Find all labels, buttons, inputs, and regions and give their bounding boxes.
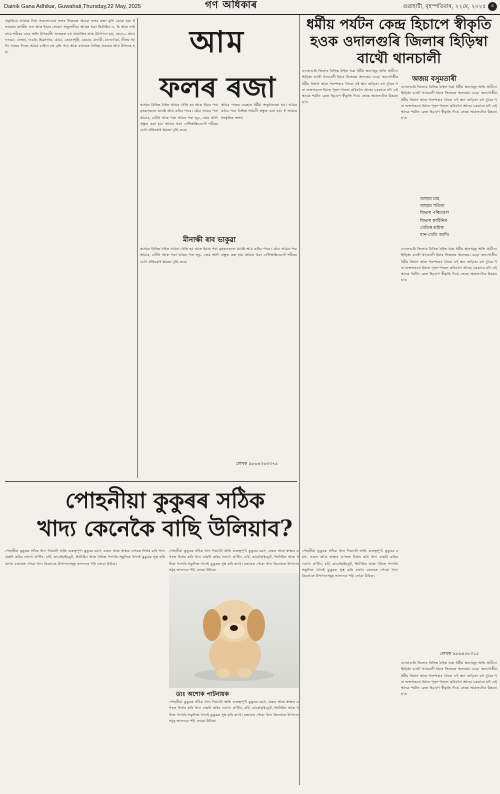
dog-photo [169,573,299,688]
tourism-title: ধৰ্মীয় পৰ্যটন কেন্দ্ৰ হিচাপে স্বীকৃতি হওক ওদালগুৰি জিলাৰ হিড়িম্বা বাথৌ থানচালী [306,17,492,67]
dog-body-col2: পোহনীয়া কুকুৰক সঠিক খাদ্য দিয়াটো অতি গুৰুত্বপূৰ্ণ। কুকুৰৰ বয়স, ওজন আৰু স্বাস্থ্যৰ ওপৰত নিৰ্ভৰ কৰি খাদ্য বাছনি কৰিব লাগে। প্ৰ'টিন, চৰ্বি, কাৰ্বোহাইড্ৰেট, ভিটামিন আৰু খনিজ পদাৰ্থৰ সন্তুলিত খাদ্যই কুকুৰক সুস্থ কৰি ৰাখে। বজাৰত পোৱা খাদ্য কিনোতে উপাদানসমূহ ভালদৰে পঢ়ি লোৱা উচিত। [169,700,299,723]
mango-body-col4: অসমৰ বিভিন্ন ঠাইত আমৰ খেতি হয় আৰু ইয়াৰ পৰা কৃষকসকলে যথেষ্ট আয় কৰিব পাৰে। কেঁচা আমৰ পৰা আচাৰ, চাটনি আৰু পকা আমৰ পৰা জুচ, জেম আদি প্ৰস্তুত কৰা হয়। আমত থকা এণ্টিঅক্সিডেণ্টে শৰীৰৰ ৰোগ প্ৰতিৰোধ ক্ষমতা বৃদ্ধি কৰে। [140,247,297,264]
mango-body-col2: অসমৰ বিভিন্ন ঠাইত আমৰ খেতি হয় আৰু ইয়াৰ পৰা কৃষকসকলে যথেষ্ট আয় কৰিব পাৰে। কেঁচা আমৰ পৰা আচাৰ, চাটনি আৰু পকা আমৰ পৰা জুচ, জেম আদি প্ৰস্তুত কৰা হয়। আমত থকা এণ্টিঅক্সিডেণ্টে শৰীৰৰ ৰোগ প্ৰতিৰোধ ক্ষমতা বৃদ্ধি কৰে। [140,103,218,133]
tourism-list-item: খেতিৰ শ্ৰমিক [420,225,444,231]
tourism-author: অজয় বসুমতাৰী [412,74,457,83]
dog-article-title [20,487,310,543]
section-divider [5,481,297,482]
masthead: গণ অধিকাৰ [205,0,258,11]
header-dateline-english: Dainik Gana Adhikar, Guwahati,Thursday,22 May, 2025 [4,4,141,10]
mango-title-line1: আম [189,25,246,60]
tourism-list [420,196,449,239]
tourism-end-mark: লেখক ৯৮৬৪৫৮৩১৫ [440,652,480,657]
tourism-body-col2: ওদালগুৰি জিলাৰ বিভিন্ন ঠাইত থকা ধৰ্মীয় স্থানসমূহ অতি প্ৰাচীন। হিড়িম্বা বাথৌ থানচালী ইয়াৰ ভিতৰত অন্যতম। বড়ো জনগোষ্ঠীৰ ধৰ্মীয় বিশ্বাস আৰু পৰম্পৰাৰ সৈতে এই স্থান জড়িত। বহু দূৰৈৰ পৰা ভক্তসকলে ইয়াত পূজা-পাতল কৰিবলৈ আহে। চৰকাৰে যদি এই স্থানক পৰ্যটন কেন্দ্ৰ হিচাপে স্বীকৃতি দিয়ে তেন্তে অঞ্চলটোৰ উন্নয়ন হ'ব। [401,85,497,121]
header-dateline-assamese: গুৱাহাটী, বৃহস্পতিবাৰ, ২২মে, ২০২৫ [402,4,486,10]
page-header [0,0,500,15]
tourism-list-item: বিভাৰ কাঠিনিৰ [420,218,448,224]
tourism-list-item: ধান-খেতি আদি। [420,233,450,239]
column-divider [299,15,300,785]
tourism-body-col3: ওদালগুৰি জিলাৰ বিভিন্ন ঠাইত থকা ধৰ্মীয় স্থানসমূহ অতি প্ৰাচীন। হিড়িম্বা বাথৌ থানচালী ইয়াৰ ভিতৰত অন্যতম। বড়ো জনগোষ্ঠীৰ ধৰ্মীয় বিশ্বাস আৰু পৰম্পৰাৰ সৈতে এই স্থান জড়িত। বহু দূৰৈৰ পৰা ভক্তসকলে ইয়াত পূজা-পাতল কৰিবলৈ আহে। চৰকাৰে যদি এই স্থানক পৰ্যটন কেন্দ্ৰ হিচাপে স্বীকৃতি দিয়ে তেন্তে অঞ্চলটোৰ উন্নয়ন হ'ব। [401,247,497,283]
dog-title-line1: পোহনীয়া কুকুৰৰ সঠিক [65,488,265,514]
dog-title-line2: খাদ্য কেনেকৈ বাছি উলিয়াব? [37,516,293,542]
tourism-list-item: আছাম শতিমা [420,204,445,210]
dog-body-col1: পোহনীয়া কুকুৰক সঠিক খাদ্য দিয়াটো অতি গুৰুত্বপূৰ্ণ। কুকুৰৰ বয়স, ওজন আৰু স্বাস্থ্যৰ ওপৰত নিৰ্ভৰ কৰি খাদ্য বাছনি কৰিব লাগে। প্ৰ'টিন, চৰ্বি, কাৰ্বোহাইড্ৰেট, ভিটামিন আৰু খনিজ পদাৰ্থৰ সন্তুলিত খাদ্যই কুকুৰক সুস্থ কৰি ৰাখে। বজাৰত পোৱা খাদ্য কিনোতে উপাদানসমূহ ভালদৰে পঢ়ি লোৱা উচিত। [5,549,165,566]
mango-end-mark: লেখক ৯৮৬৪০৬৩৩৭৫ [236,462,278,467]
mango-title-line2: ফলৰ ৰজা [159,71,276,104]
mango-author: মীনাক্ষী ৰাব ভাকুৱা [183,235,236,244]
puppy-illustration [169,573,299,688]
dog-body-col3: পোহনীয়া কুকুৰক সঠিক খাদ্য দিয়াটো অতি গুৰুত্বপূৰ্ণ। কুকুৰৰ বয়স, ওজন আৰু স্বাস্থ্যৰ ওপৰত নিৰ্ভৰ কৰি খাদ্য বাছনি কৰিব লাগে। প্ৰ'টিন, চৰ্বি, কাৰ্বোহাইড্ৰেট, ভিটামিন আৰু খনিজ পদাৰ্থৰ সন্তুলিত খাদ্যই কুকুৰক সুস্থ কৰি ৰাখে। বজাৰত পোৱা খাদ্য কিনোতে উপাদানসমূহ ভালদৰে পঢ়ি লোৱা উচিত। [302,549,398,579]
tourism-list-item: বিভাৰ পৰিমণ্ডল [420,211,449,217]
dog-author: ডাঃ অশোক পাটনায়ক [176,691,229,698]
tourism-body-col4: ওদালগুৰি জিলাৰ বিভিন্ন ঠাইত থকা ধৰ্মীয় স্থানসমূহ অতি প্ৰাচীন। হিড়িম্বা বাথৌ থানচালী ইয়াৰ ভিতৰত অন্যতম। বড়ো জনগোষ্ঠীৰ ধৰ্মীয় বিশ্বাস আৰু পৰম্পৰাৰ সৈতে এই স্থান জড়িত। বহু দূৰৈৰ পৰা ভক্তসকলে ইয়াত পূজা-পাতল কৰিবলৈ আহে। চৰকাৰে যদি এই স্থানক পৰ্যটন কেন্দ্ৰ হিচাপে স্বীকৃতি দিয়ে তেন্তে অঞ্চলটোৰ উন্নয়ন হ'ব। [401,661,497,697]
dog-body-intro: পোহনীয়া কুকুৰক সঠিক খাদ্য দিয়াটো অতি গুৰুত্বপূৰ্ণ। কুকুৰৰ বয়স, ওজন আৰু স্বাস্থ্যৰ ওপৰত নিৰ্ভৰ কৰি খাদ্য বাছনি কৰিব লাগে। প্ৰ'টিন, চৰ্বি, কাৰ্বোহাইড্ৰেট, ভিটামিন আৰু খনিজ পদাৰ্থৰ সন্তুলিত খাদ্যই কুকুৰক সুস্থ কৰি ৰাখে। বজাৰত পোৱা খাদ্য কিনোতে উপাদানসমূহ ভালদৰে পঢ়ি লোৱা উচিত। [169,549,299,572]
mango-body-col3: আমৰ পাতৰ ব্যৱহাৰ ধৰ্মীয় অনুষ্ঠানতো হয়। আমৰ কাঠৰ পৰা বিভিন্ন সামগ্ৰী প্ৰস্তুত কৰা হয়। ই আমাৰ সংস্কৃতিৰ অংশ। [221,103,297,120]
mango-body-col1: প্ৰকৃতিয়ে আমাক দিয়া সকলোবোৰ ফলৰ ভিতৰত আমক ফলৰ ৰজা বুলি কোৱা হয়। ই ভাৰতৰ জাতীয় ফল আৰু ইয়াৰ সোৱাদ অতুলনীয়। আমত থকা ভিটামিন এ, চি আৰু ফাইবাৰে শৰীৰৰ বাবে অতি উপকাৰী। ভাৰতত বহু প্ৰজাতিৰ আম উৎপাদন হয়; যেনে— আলফনচো, লেংৰা, দচেৰি, হিমসাগৰ, চৌচা, তোতাপুৰী, কেচাৰ, বাদামী, মালগোৱা, নীলম আদি। গৰমৰ দিনত আমৰ চাহিদা বহু বৃদ্ধি পায় আৰু বজাৰত বিভিন্ন প্ৰকাৰৰ আম উপলব্ধ হয়। [5,19,135,55]
column-divider [137,18,138,478]
page-number: ৪ [488,2,497,11]
tourism-body-col1: ওদালগুৰি জিলাৰ বিভিন্ন ঠাইত থকা ধৰ্মীয় স্থানসমূহ অতি প্ৰাচীন। হিড়িম্বা বাথৌ থানচালী ইয়াৰ ভিতৰত অন্যতম। বড়ো জনগোষ্ঠীৰ ধৰ্মীয় বিশ্বাস আৰু পৰম্পৰাৰ সৈতে এই স্থান জড়িত। বহু দূৰৈৰ পৰা ভক্তসকলে ইয়াত পূজা-পাতল কৰিবলৈ আহে। চৰকাৰে যদি এই স্থানক পৰ্যটন কেন্দ্ৰ হিচাপে স্বীকৃতি দিয়ে তেন্তে অঞ্চলটোৰ উন্নয়ন হ'ব। [302,69,398,105]
tourism-list-item: আছাম চাহ [420,197,440,202]
